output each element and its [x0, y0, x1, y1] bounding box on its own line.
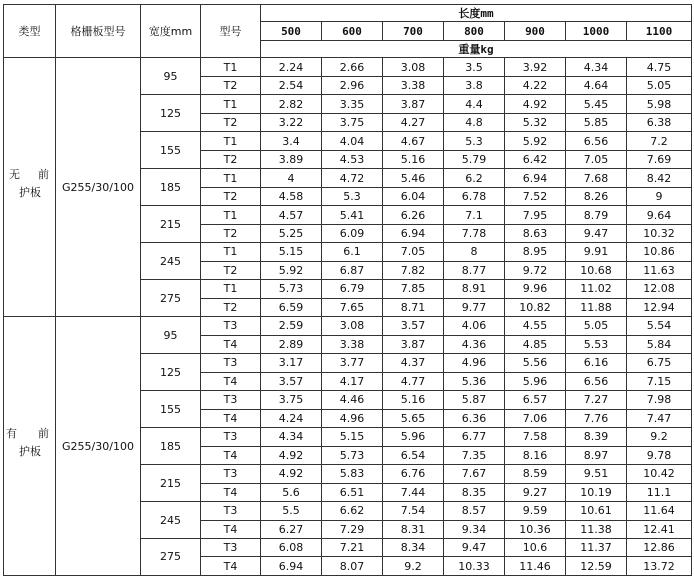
type-cell: T1 [201, 95, 261, 113]
weight-cell: 2.66 [322, 58, 383, 76]
weight-cell: 10.19 [566, 483, 627, 501]
weight-cell: 6.79 [322, 280, 383, 298]
weight-cell: 10.86 [627, 243, 692, 261]
weight-cell: 10.42 [627, 465, 692, 483]
weight-cell: 3.35 [322, 95, 383, 113]
weight-cell: 5.84 [627, 335, 692, 353]
weight-cell: 3.75 [261, 391, 322, 409]
weight-cell: 2.59 [261, 317, 322, 335]
weight-cell: 6.94 [383, 224, 444, 242]
category-text: 前 [38, 168, 49, 182]
weight-cell: 11.46 [505, 557, 566, 576]
weight-cell: 9.51 [566, 465, 627, 483]
weight-cell: 8.16 [505, 446, 566, 464]
weight-cell: 5.96 [383, 428, 444, 446]
header-length: 长度mm [261, 5, 692, 22]
weight-cell: 4.17 [322, 372, 383, 390]
weight-cell: 5.15 [261, 243, 322, 261]
weight-cell: 6.75 [627, 354, 692, 372]
type-cell: T2 [201, 261, 261, 279]
weight-cell: 10.36 [505, 520, 566, 538]
weight-cell: 4.22 [505, 76, 566, 94]
weight-cell: 3.38 [383, 76, 444, 94]
weight-cell: 5.45 [566, 95, 627, 113]
weight-cell: 7.29 [322, 520, 383, 538]
weight-cell: 8.79 [566, 206, 627, 224]
model-cell: G255/30/100 [56, 317, 141, 576]
weight-cell: 5.05 [566, 317, 627, 335]
weight-cell: 5.92 [505, 132, 566, 150]
category-text: 有 [6, 427, 17, 441]
category-text: 前 [38, 427, 49, 441]
width-cell: 125 [141, 354, 201, 391]
weight-cell: 13.72 [627, 557, 692, 576]
weight-cell: 10.6 [505, 538, 566, 556]
header-row-length [4, 5, 692, 22]
weight-cell: 6.08 [261, 538, 322, 556]
weight-cell: 12.41 [627, 520, 692, 538]
weight-cell: 11.1 [627, 483, 692, 501]
weight-cell: 5.85 [566, 113, 627, 131]
weight-cell: 5.32 [505, 113, 566, 131]
weight-cell: 4.46 [322, 391, 383, 409]
type-cell: T3 [201, 391, 261, 409]
weight-cell: 9.91 [566, 243, 627, 261]
weight-cell: 4.92 [261, 446, 322, 464]
weight-cell: 5.46 [383, 169, 444, 187]
width-cell: 215 [141, 465, 201, 502]
length-700: 700 [383, 22, 444, 40]
weight-cell: 8.95 [505, 243, 566, 261]
weight-cell: 5.65 [383, 409, 444, 427]
weight-cell: 3.38 [322, 335, 383, 353]
weight-cell: 3.87 [383, 335, 444, 353]
weight-cell: 7.35 [444, 446, 505, 464]
weight-cell: 3.08 [383, 58, 444, 76]
weight-cell: 4.27 [383, 113, 444, 131]
weight-cell: 6.94 [261, 557, 322, 576]
type-cell: T3 [201, 317, 261, 335]
weight-cell: 7.67 [444, 465, 505, 483]
type-cell: T1 [201, 169, 261, 187]
type-cell: T2 [201, 150, 261, 168]
weight-cell: 4.57 [261, 206, 322, 224]
weight-cell: 3.5 [444, 58, 505, 76]
type-cell: T4 [201, 446, 261, 464]
category-text: 无 [9, 168, 20, 182]
weight-cell: 9.77 [444, 298, 505, 316]
weight-cell: 4.34 [261, 428, 322, 446]
weight-cell: 3.57 [261, 372, 322, 390]
weight-cell: 4.96 [444, 354, 505, 372]
length-900: 900 [505, 22, 566, 40]
weight-cell: 8.97 [566, 446, 627, 464]
weight-cell: 3.22 [261, 113, 322, 131]
weight-cell: 8.34 [383, 538, 444, 556]
weight-cell: 8.59 [505, 465, 566, 483]
weight-cell: 11.02 [566, 280, 627, 298]
weight-cell: 4.06 [444, 317, 505, 335]
weight-cell: 9.47 [566, 224, 627, 242]
weight-cell: 2.54 [261, 76, 322, 94]
length-800: 800 [444, 22, 505, 40]
weight-cell: 6.26 [383, 206, 444, 224]
weight-cell: 12.94 [627, 298, 692, 316]
weight-cell: 5.3 [322, 187, 383, 205]
weight-cell: 11.37 [566, 538, 627, 556]
weight-cell: 7.44 [383, 483, 444, 501]
type-cell: T1 [201, 280, 261, 298]
type-cell: T3 [201, 502, 261, 520]
model-cell: G255/30/100 [56, 58, 141, 317]
width-cell: 155 [141, 391, 201, 428]
weight-cell: 6.78 [444, 187, 505, 205]
weight-cell: 5.73 [322, 446, 383, 464]
weight-cell: 7.05 [566, 150, 627, 168]
weight-cell: 3.77 [322, 354, 383, 372]
weight-cell: 4.37 [383, 354, 444, 372]
width-cell: 185 [141, 428, 201, 465]
weight-cell: 6.09 [322, 224, 383, 242]
weight-cell: 4.75 [627, 58, 692, 76]
weight-cell: 6.56 [566, 372, 627, 390]
weight-cell: 4.92 [261, 465, 322, 483]
weight-cell: 3.4 [261, 132, 322, 150]
weight-cell: 8.07 [322, 557, 383, 576]
weight-cell: 3.87 [383, 95, 444, 113]
weight-cell: 5.56 [505, 354, 566, 372]
weight-cell: 9.2 [627, 428, 692, 446]
weight-cell: 7.27 [566, 391, 627, 409]
weight-cell: 10.68 [566, 261, 627, 279]
type-cell: T2 [201, 298, 261, 316]
length-500: 500 [261, 22, 322, 40]
weight-cell: 5.25 [261, 224, 322, 242]
weight-cell: 3.08 [322, 317, 383, 335]
width-cell: 155 [141, 132, 201, 169]
weight-cell: 3.17 [261, 354, 322, 372]
weight-cell: 9 [627, 187, 692, 205]
weight-cell: 6.54 [383, 446, 444, 464]
width-cell: 215 [141, 206, 201, 243]
weight-cell: 3.75 [322, 113, 383, 131]
header-xinghao: 型号 [201, 5, 261, 58]
grating-weight-table [3, 4, 692, 576]
weight-cell: 4.4 [444, 95, 505, 113]
width-cell: 275 [141, 538, 201, 575]
weight-cell: 5.54 [627, 317, 692, 335]
weight-cell: 8 [444, 243, 505, 261]
weight-cell: 9.64 [627, 206, 692, 224]
type-cell: T4 [201, 557, 261, 576]
header-width: 宽度mm [141, 5, 201, 58]
weight-cell: 4.04 [322, 132, 383, 150]
header-model: 格栅板型号 [56, 5, 141, 58]
weight-cell: 10.61 [566, 502, 627, 520]
weight-cell: 5.5 [261, 502, 322, 520]
weight-cell: 3.57 [383, 317, 444, 335]
type-cell: T3 [201, 428, 261, 446]
weight-cell: 6.62 [322, 502, 383, 520]
weight-cell: 6.56 [566, 132, 627, 150]
type-cell: T3 [201, 538, 261, 556]
weight-cell: 6.36 [444, 409, 505, 427]
weight-cell: 4.53 [322, 150, 383, 168]
weight-cell: 6.38 [627, 113, 692, 131]
weight-cell: 12.08 [627, 280, 692, 298]
weight-cell: 4.24 [261, 409, 322, 427]
weight-cell: 12.86 [627, 538, 692, 556]
weight-cell: 11.63 [627, 261, 692, 279]
type-cell: T2 [201, 76, 261, 94]
weight-cell: 8.35 [444, 483, 505, 501]
weight-cell: 4.85 [505, 335, 566, 353]
weight-cell: 8.77 [444, 261, 505, 279]
weight-cell: 5.16 [383, 150, 444, 168]
width-cell: 245 [141, 502, 201, 539]
weight-cell: 7.47 [627, 409, 692, 427]
table-body [4, 5, 692, 576]
weight-cell: 6.04 [383, 187, 444, 205]
weight-cell: 5.41 [322, 206, 383, 224]
type-cell: T4 [201, 483, 261, 501]
weight-cell: 6.42 [505, 150, 566, 168]
weight-cell: 6.1 [322, 243, 383, 261]
weight-cell: 5.6 [261, 483, 322, 501]
weight-cell: 6.2 [444, 169, 505, 187]
weight-cell: 7.76 [566, 409, 627, 427]
weight-cell: 4.72 [322, 169, 383, 187]
weight-cell: 6.77 [444, 428, 505, 446]
weight-cell: 9.34 [444, 520, 505, 538]
weight-cell: 6.57 [505, 391, 566, 409]
weight-cell: 7.2 [627, 132, 692, 150]
weight-cell: 6.87 [322, 261, 383, 279]
weight-cell: 4.67 [383, 132, 444, 150]
category-text: 护板 [19, 445, 41, 459]
weight-cell: 8.71 [383, 298, 444, 316]
weight-cell: 9.59 [505, 502, 566, 520]
weight-cell: 12.59 [566, 557, 627, 576]
type-cell: T2 [201, 187, 261, 205]
weight-cell: 7.65 [322, 298, 383, 316]
weight-cell: 2.82 [261, 95, 322, 113]
weight-cell: 8.42 [627, 169, 692, 187]
width-cell: 275 [141, 280, 201, 317]
weight-cell: 6.76 [383, 465, 444, 483]
weight-cell: 6.94 [505, 169, 566, 187]
length-1100: 1100 [627, 22, 692, 40]
weight-cell: 9.96 [505, 280, 566, 298]
weight-cell: 11.88 [566, 298, 627, 316]
type-cell: T3 [201, 354, 261, 372]
weight-cell: 4.55 [505, 317, 566, 335]
weight-cell: 11.64 [627, 502, 692, 520]
weight-cell: 8.57 [444, 502, 505, 520]
weight-cell: 7.05 [383, 243, 444, 261]
weight-cell: 4 [261, 169, 322, 187]
type-cell: T1 [201, 58, 261, 76]
category-cell [4, 58, 56, 317]
weight-cell: 5.79 [444, 150, 505, 168]
weight-cell: 4.92 [505, 95, 566, 113]
weight-cell: 7.1 [444, 206, 505, 224]
weight-cell: 2.24 [261, 58, 322, 76]
weight-cell: 5.92 [261, 261, 322, 279]
weight-cell: 7.85 [383, 280, 444, 298]
weight-cell: 5.96 [505, 372, 566, 390]
weight-cell: 4.8 [444, 113, 505, 131]
weight-cell: 7.68 [566, 169, 627, 187]
weight-cell: 3.89 [261, 150, 322, 168]
weight-cell: 5.15 [322, 428, 383, 446]
weight-cell: 5.87 [444, 391, 505, 409]
weight-cell: 8.39 [566, 428, 627, 446]
weight-cell: 4.58 [261, 187, 322, 205]
weight-cell: 7.52 [505, 187, 566, 205]
weight-cell: 5.16 [383, 391, 444, 409]
table-row [4, 317, 692, 335]
weight-cell: 8.63 [505, 224, 566, 242]
weight-cell: 4.34 [566, 58, 627, 76]
weight-cell: 9.2 [383, 557, 444, 576]
weight-cell: 6.16 [566, 354, 627, 372]
header-type: 类型 [4, 5, 56, 58]
category-text: 护板 [19, 186, 41, 200]
weight-cell: 7.06 [505, 409, 566, 427]
weight-cell: 3.8 [444, 76, 505, 94]
length-1000: 1000 [566, 22, 627, 40]
weight-cell: 8.91 [444, 280, 505, 298]
weight-cell: 11.38 [566, 520, 627, 538]
weight-cell: 5.36 [444, 372, 505, 390]
weight-cell: 7.15 [627, 372, 692, 390]
weight-cell: 10.82 [505, 298, 566, 316]
weight-cell: 5.83 [322, 465, 383, 483]
weight-cell: 5.3 [444, 132, 505, 150]
weight-cell: 7.69 [627, 150, 692, 168]
weight-cell: 9.27 [505, 483, 566, 501]
weight-cell: 8.31 [383, 520, 444, 538]
type-cell: T1 [201, 132, 261, 150]
type-cell: T4 [201, 335, 261, 353]
width-cell: 185 [141, 169, 201, 206]
weight-cell: 9.72 [505, 261, 566, 279]
weight-cell: 9.78 [627, 446, 692, 464]
width-cell: 245 [141, 243, 201, 280]
weight-cell: 7.78 [444, 224, 505, 242]
weight-cell: 5.05 [627, 76, 692, 94]
weight-cell: 6.51 [322, 483, 383, 501]
weight-cell: 4.36 [444, 335, 505, 353]
weight-cell: 6.27 [261, 520, 322, 538]
weight-cell: 7.58 [505, 428, 566, 446]
type-cell: T1 [201, 243, 261, 261]
weight-cell: 4.96 [322, 409, 383, 427]
weight-cell: 7.21 [322, 538, 383, 556]
type-cell: T3 [201, 465, 261, 483]
weight-cell: 4.64 [566, 76, 627, 94]
width-cell: 95 [141, 317, 201, 354]
type-cell: T2 [201, 224, 261, 242]
weight-cell: 4.77 [383, 372, 444, 390]
weight-cell: 5.98 [627, 95, 692, 113]
weight-cell: 7.95 [505, 206, 566, 224]
weight-cell: 2.89 [261, 335, 322, 353]
weight-cell: 7.98 [627, 391, 692, 409]
weight-cell: 8.26 [566, 187, 627, 205]
weight-cell: 3.92 [505, 58, 566, 76]
weight-cell: 5.73 [261, 280, 322, 298]
weight-cell: 7.82 [383, 261, 444, 279]
type-cell: T1 [201, 206, 261, 224]
weight-cell: 7.54 [383, 502, 444, 520]
weight-cell: 9.47 [444, 538, 505, 556]
weight-cell: 10.32 [627, 224, 692, 242]
weight-cell: 2.96 [322, 76, 383, 94]
type-cell: T4 [201, 520, 261, 538]
header-weight: 重量kg [261, 40, 692, 57]
type-cell: T4 [201, 372, 261, 390]
weight-cell: 5.53 [566, 335, 627, 353]
width-cell: 95 [141, 58, 201, 95]
width-cell: 125 [141, 95, 201, 132]
type-cell: T4 [201, 409, 261, 427]
weight-cell: 10.33 [444, 557, 505, 576]
length-600: 600 [322, 22, 383, 40]
category-cell [4, 317, 56, 576]
table-row [4, 58, 692, 76]
type-cell: T2 [201, 113, 261, 131]
weight-cell: 6.59 [261, 298, 322, 316]
